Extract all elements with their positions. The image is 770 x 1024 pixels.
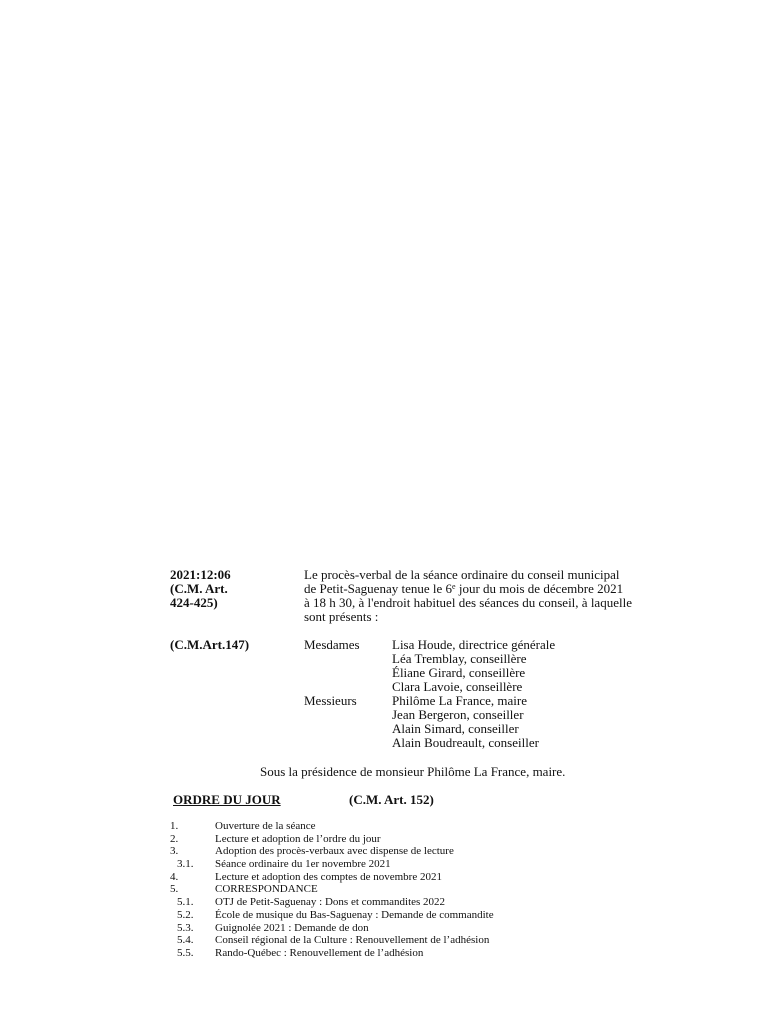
agenda-item-text: Séance ordinaire du 1er novembre 2021 — [215, 858, 391, 871]
agenda-item — [168, 820, 588, 833]
attendee-name: Alain Boudreault, conseiller — [392, 735, 539, 750]
agenda-item-number: 4. — [170, 870, 179, 883]
article-147-reference: (C.M.Art.147) — [170, 637, 250, 652]
agenda-list — [168, 820, 588, 960]
agenda-heading — [173, 792, 434, 807]
agenda-subitem — [168, 858, 588, 871]
agenda-item-text: Rando-Québec : Renouvellement de l’adhésion — [215, 946, 424, 959]
attendee-name: Lisa Houde, directrice générale — [392, 637, 556, 652]
intro-line-3: à 18 h 30, à l'endroit habituel des séances du conseil, à laquelle — [304, 595, 632, 610]
agenda-reference: (C.M. Art. 152) — [349, 792, 434, 807]
intro-line-2-end: jour du mois de décembre 2021 — [455, 581, 624, 596]
agenda-item-number: 5.4. — [177, 934, 194, 947]
agenda-item-text: École de musique du Bas-Saguenay : Demande de commandite — [215, 908, 494, 921]
agenda-title: ORDRE DU JOUR — [173, 792, 281, 807]
agenda-item-text: Adoption des procès-verbaux avec dispense de lecture — [215, 845, 454, 858]
agenda-item-text: CORRESPONDANCE — [215, 883, 318, 896]
agenda-item-number: 5.2. — [177, 908, 194, 921]
attendee-name: Jean Bergeron, conseiller — [392, 707, 524, 722]
agenda-item-number: 5.1. — [177, 896, 194, 909]
agenda-subitem — [168, 922, 588, 935]
agenda-subitem — [168, 934, 588, 947]
agenda-item — [168, 833, 588, 846]
attendee-name: Éliane Girard, conseillère — [392, 665, 526, 680]
attendee-name: Léa Tremblay, conseillère — [392, 651, 527, 666]
agenda-item-number: 2. — [170, 832, 179, 845]
attendee-list — [392, 638, 732, 750]
agenda-subitem — [168, 947, 588, 960]
messieurs-label: Messieurs — [304, 693, 357, 708]
agenda-item-number: 3.1. — [177, 858, 194, 871]
agenda-item-text: Lecture et adoption de l’ordre du jour — [215, 832, 381, 845]
resolution-margin — [170, 568, 295, 610]
agenda-item-text: OTJ de Petit-Saguenay : Dons et commandites 2022 — [215, 896, 446, 909]
article-reference-line2: 424-425) — [170, 595, 218, 610]
intro-line-2 — [304, 582, 724, 596]
agenda-item-number: 5. — [170, 883, 179, 896]
attendee-name: Alain Simard, conseiller — [392, 721, 519, 736]
agenda-item-text: Conseil régional de la Culture : Renouvellement de l’adhésion — [215, 934, 490, 947]
attendee-name: Philôme La France, maire — [392, 693, 528, 708]
intro-paragraph — [304, 568, 724, 624]
intro-line-2-start: de Petit-Saguenay tenue le 6 — [304, 581, 453, 596]
agenda-subitem — [168, 909, 588, 922]
agenda-item — [168, 845, 588, 858]
intro-line-1: Le procès-verbal de la séance ordinaire du conseil municipal — [304, 567, 620, 582]
agenda-subitem — [168, 896, 588, 909]
resolution-number: 2021:12:06 — [170, 567, 231, 582]
agenda-item-number: 5.5. — [177, 946, 194, 959]
article-147-margin — [170, 638, 295, 652]
agenda-item — [168, 883, 588, 896]
ordinal-superscript: e — [452, 582, 456, 591]
agenda-item-number: 1. — [170, 820, 179, 832]
mesdames-label: Mesdames — [304, 637, 360, 652]
article-reference-line1: (C.M. Art. — [170, 581, 228, 596]
intro-line-4: sont présents : — [304, 609, 379, 624]
presidence-statement: Sous la présidence de monsieur Philôme La France, maire. — [260, 764, 566, 779]
agenda-item-text: Lecture et adoption des comptes de novembre 2021 — [215, 870, 442, 883]
agenda-item — [168, 871, 588, 884]
agenda-item-text: Ouverture de la séance — [215, 820, 316, 832]
agenda-item-number: 5.3. — [177, 921, 194, 934]
agenda-item-number: 3. — [170, 845, 179, 858]
attendee-name: Clara Lavoie, conseillère — [392, 679, 523, 694]
agenda-item-text: Guignolée 2021 : Demande de don — [215, 921, 369, 934]
